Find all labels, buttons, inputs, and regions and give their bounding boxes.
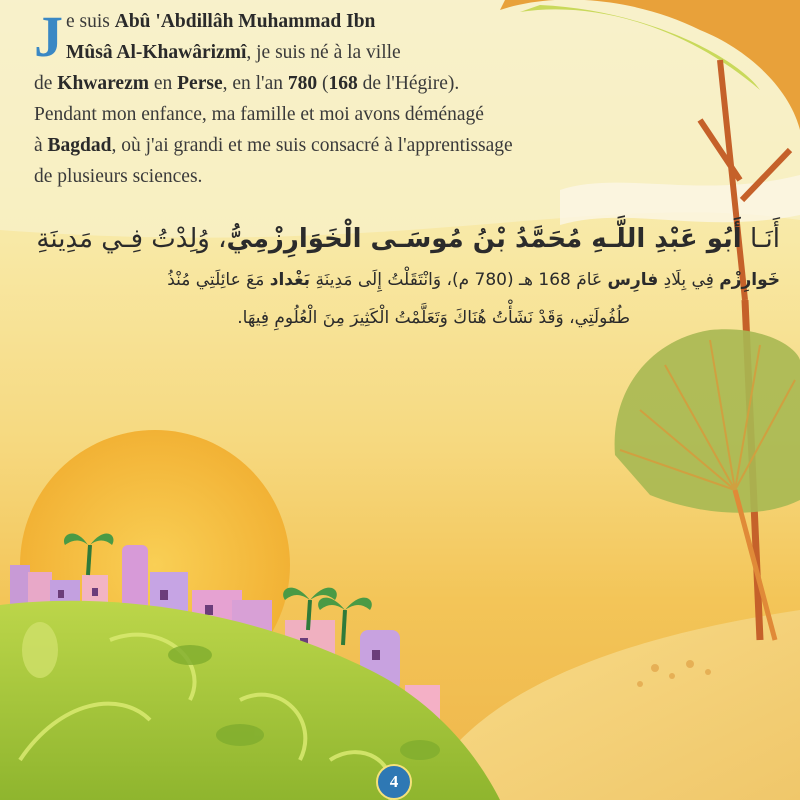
french-line-6: de plusieurs sciences. (34, 166, 203, 187)
author-name-part1: Abû 'Abdillâh Muhammad Ibn (114, 11, 376, 32)
fan-leaf (615, 329, 800, 640)
author-name-part2: Mûsâ Al-Khawârizmî (66, 42, 247, 63)
arabic-line-1: أَنَـا أَبُو عَبْدِ اللَّـهِ مُحَمَّدُ بْنُ مُوسَـى الْخَوَارِزْمِيُّ، وُلِدْتُ فِـي مَدِينَةِ (36, 224, 780, 254)
page-number-badge: 4 (376, 764, 412, 800)
drop-cap: J (34, 4, 63, 69)
arabic-line-2: خَوارِزْم فِي بِلَادِ فارِس عَامَ 168 هـ (780 م)، وَانْتَقَلْتُ إِلَى مَدِينَةِ بَغْداد مَعَ عائِلَتِي مُنْذُ (167, 270, 780, 290)
french-line-5: à Bagdad, où j'ai grandi et me suis consacré à l'apprentissage (34, 135, 513, 156)
french-line-4: Pendant mon enfance, ma famille et moi avons déménagé (34, 104, 484, 125)
french-line-3: de Khwarezm en Perse, en l'an 780 (168 de l'Hégire). (34, 73, 460, 94)
french-line-1: e suis Abû 'Abdillâh Muhammad Ibn (66, 11, 376, 32)
arabic-paragraph (20, 218, 780, 336)
arabic-line-3: طُفُولَتِي، وَقَدْ نَشَأْتُ هُنَاكَ وَتَعَلَّمْتُ الْكَثِيرَ مِنَ الْعُلُومِ فِيهَا. (237, 308, 630, 328)
french-paragraph (34, 6, 634, 192)
french-line-2: Mûsâ Al-Khawârizmî, je suis né à la ville (66, 42, 401, 63)
